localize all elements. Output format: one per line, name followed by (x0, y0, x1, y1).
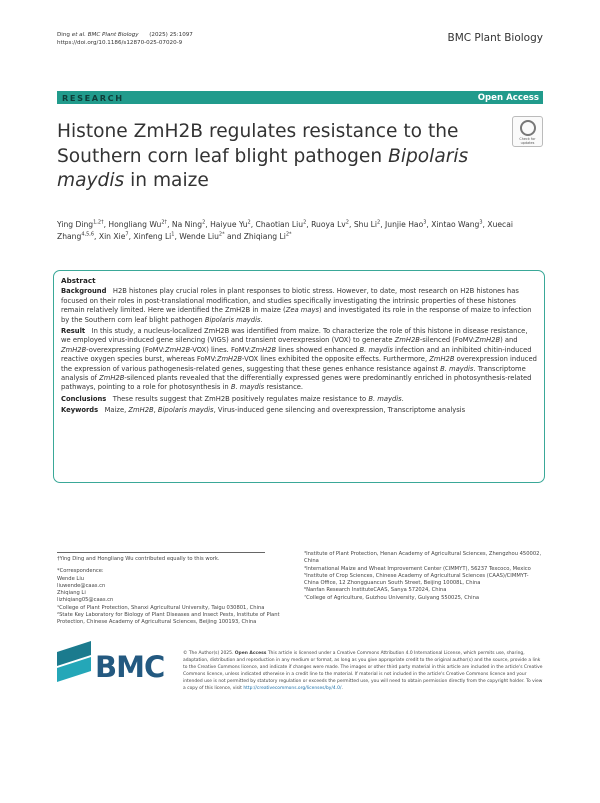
abstract-conclusions: Conclusions These results suggest that ZmH2B positively regulates maize resistance to B. maydis. (61, 394, 404, 403)
journal-name: BMC Plant Biology (447, 32, 543, 44)
author-name: Shu Li (353, 220, 378, 229)
article-type-label: RESEARCH (62, 93, 124, 103)
corr-author-email[interactable]: liuwende@caas.cn (57, 582, 106, 589)
author-name: Zhiqiang Li (243, 232, 286, 241)
bmc-logo-text: BMC (95, 650, 165, 684)
author-name: Ruoya Lv (311, 220, 346, 229)
doi-link[interactable]: https://doi.org/10.1186/s12870-025-07020-9 (57, 40, 183, 46)
author-affiliation-mark: 2 (303, 219, 307, 226)
abstract-heading: Abstract (61, 276, 96, 285)
citation-header (57, 31, 193, 47)
author-name: Junjie Hao (385, 220, 424, 229)
author-affiliation-mark: 2 (377, 219, 381, 226)
author-list: Ying Ding$^{1,2\dagger}$, Hongliang $Wu^{2\dagger}$, Na Ning$^2$, Haiyue Yu$^2$, Chaotian Liu$^2$, Ruoya Lv$^2$, Shu Li$^2$, Junjie Hao$^3$, Xintao Wang$^3$, Xuecai Zhang$^{4,5,6}$, Xin Xie$^7$, Xinfeng Li$^1$, Wende Liu$^{2*}$ and Zhiqiang $Li^{2*}$ (57, 219, 514, 241)
author-affiliation-mark: 1,2† (93, 219, 104, 226)
check-updates-icon (520, 120, 536, 136)
abstract-result: Result In this study, a nucleus-localized ZmH2B was identified from maize. To characterize the role of this histone in disease resistance, we employed virus-induced gene silencing (VIGS) and transient overexpression (VOX) to generate ZmH2B-silenced (FoMV:ZmH2B) and ZmH2B-overexpressing (FoMV:ZmH2B-VOX) lines. FoMV:ZmH2B lines showed enhanced B. maydis infection and an inhibited chitin-induced reactive oxygen species burst, whereas FoMV:ZmH2B-VOX lines exhibited the opposite effects. Furthermore, ZmH2B overexpression induced the expression of various pathogenesis-related genes, suggesting that these genes enhance resistance against B. maydis. Transcriptome analysis of ZmH2B-silenced plants revealed that the differentially expressed genes were predominantly enriched in photosynthesis-related pathways, pointing to a role for photosynthesis in B. maydis resistance. (61, 327, 537, 392)
license-statement: © The Author(s) 2025. Open Access This article is licensed under a Creative Commons Attribution 4.0 International License, which permits use, sharing, adaptation, distribution and reproduction in any medium or format, as long as you give appropriate credit to the original author(s) and the source, provide a link to the Creative Commons licence, and indicate if changes were made. The images or other third party material in this article are included in the article's Creative Commons licence, unless indicated otherwise in a credit line to the material. If material is not included in the article's Creative Commons licence and your intended use is not permitted by statutory regulation or exceeds the permitted use, you will need to obtain permission directly from the copyright holder. To view a copy of this licence, visit http://creativecommons.org/licenses/by/4.0/. (183, 651, 543, 691)
author-affiliation-mark: 1 (171, 231, 175, 238)
bmc-logo-icon (57, 652, 91, 684)
affiliation: ³Institute of Plant Protection, Henan Academy of Agricultural Sciences, Zhengzhou 450002, China (304, 551, 542, 565)
author-affiliation-mark: 2† (161, 219, 168, 226)
author-affiliation-mark: 2* (285, 231, 292, 238)
footnotes-right (304, 551, 542, 602)
affiliation: ⁵Institute of Crop Sciences, Chinese Academy of Agricultural Sciences (CAAS)/CIMMYT-China Office, 12 Zhongguancun South Street, Beijing 10008L, China (304, 572, 529, 587)
equal-contribution-note: †Ying Ding and Hongliang Wu contributed equally to this work. (57, 556, 220, 562)
author-affiliation-mark: 2 (247, 219, 251, 226)
corr-author-email[interactable]: lizhiqiang05@caas.cn (57, 597, 114, 604)
author-name: Xinfeng Li (133, 232, 172, 241)
author-affiliation-mark: 2* (218, 231, 225, 238)
check-for-updates-badge[interactable]: Check for updates (512, 116, 543, 147)
author-name: Xin Xie (98, 232, 126, 241)
author-name: Hongliang Wu (108, 220, 162, 229)
abstract-background: Background H2B histones play crucial roles in plant responses to biotic stress. However, to date, most research on H2B histones has focused on their roles in post-translational modification, and studies specifically investigating the intrinsic properties of these histones remain relatively limited. Here we identified the ZmH2B in maize (Zea mays) and investigated its role in the response of maize to infection by the Southern corn leaf blight pathogen Bipolaris maydis. (61, 287, 532, 324)
affiliation: ¹College of Plant Protection, Shanxi Agricultural University, Taigu 030801, China (57, 604, 265, 611)
author-name: Xuecai Zhang (57, 220, 514, 241)
author-affiliation-mark: 3 (423, 219, 427, 226)
author-name: Ying Ding (57, 220, 94, 229)
author-affiliation-mark: 2 (202, 219, 206, 226)
author-name: Chaotian Liu (255, 220, 304, 229)
abstract-box (53, 270, 545, 483)
affiliation: ²State Key Laboratory for Biology of Plant Diseases and Insect Pests, Institute of Plant Protection, Chinese Academy of Agricultural Sciences, Beijing 100193, China (57, 612, 280, 626)
affiliation: ⁷College of Agriculture, Guizhou University, Guiyang 550025, China (304, 594, 480, 601)
author-affiliation-mark: 4,5,6 (81, 231, 95, 238)
corr-author-name: Wende Liu (57, 575, 85, 582)
author-name: Haiyue Yu (210, 220, 248, 229)
author-name: Xintao Wang (431, 220, 480, 229)
author-affiliation-mark: 3 (479, 219, 483, 226)
abstract-keywords: Keywords Maize, ZmH2B, Bipolaris maydis, Virus-induced gene silencing and overexpression, Transcriptome analysis (61, 406, 466, 415)
footnotes-left (57, 556, 285, 627)
bmc-logo (57, 652, 172, 684)
article-type-banner (57, 91, 543, 104)
correspondence-heading: *Correspondence: (57, 568, 104, 575)
footnote-divider (57, 552, 265, 553)
affiliation: ⁶Nanfan Research InstituteCAAS, Sanya 572024, China (304, 587, 447, 594)
author-name: Wende Liu (179, 232, 219, 241)
author-affiliation-mark: 2 (345, 219, 349, 226)
affiliation: ⁴International Maize and Wheat Improvement Center (CIMMYT), 56237 Texcoco, Mexico (304, 565, 531, 572)
open-access-label: Open Access (477, 92, 539, 103)
author-name: Na Ning (171, 220, 203, 229)
corr-author-name: Zhiqiang Li (57, 590, 86, 597)
author-affiliation-mark: 7 (125, 231, 129, 238)
article-title: Histone ZmH2B regulates resistance to the Southern corn leaf blight pathogen Bipolaris maydis in maize (57, 121, 469, 191)
license-link[interactable]: http://creativecommons.org/licenses/by/4.0/ (243, 685, 342, 691)
authors-and: and (227, 232, 242, 241)
citation-line: Ding et al. BMC Plant Biology (2025) 25:1097 (57, 32, 193, 38)
